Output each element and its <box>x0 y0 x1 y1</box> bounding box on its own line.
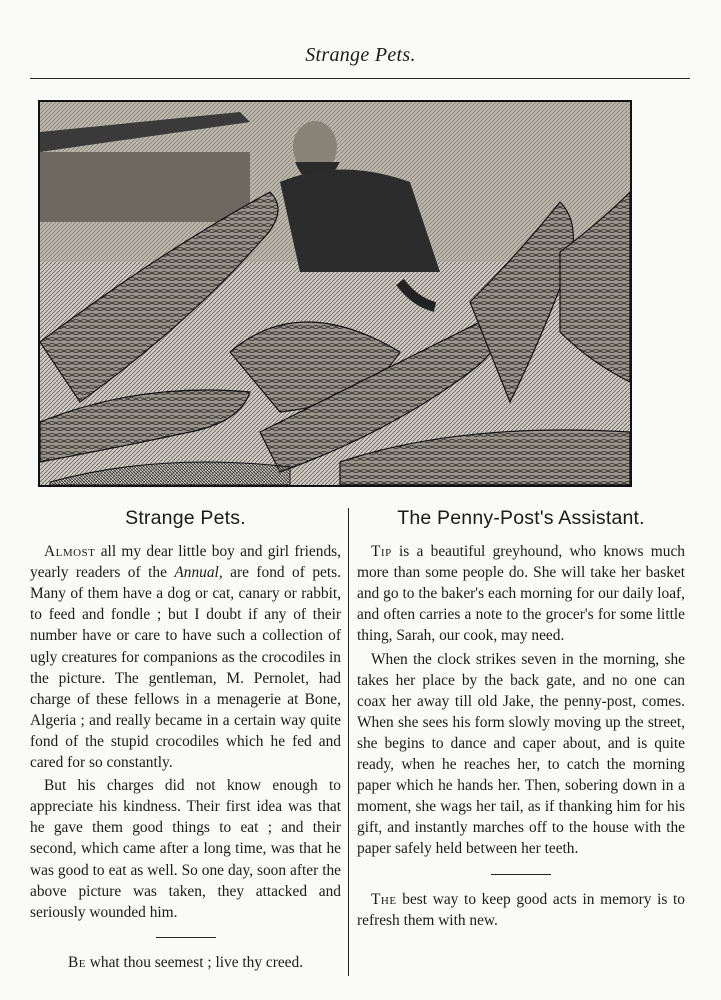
article-paragraph: When the clock strikes seven in the morning, she takes her place by the back gate, and no one can coax her away till old Jake, the penny-post, comes. When she sees his form slowly moving up the street, she begins to dance and caper about, and is quite ready, when he reaches her, to catch the morning paper which he hands her. Then, sobering down in a moment, she wags her tail, as if thanking him for his gift, and instantly marches off to the house with the paper safely held between her teeth. <box>357 650 685 858</box>
article-paragraph <box>30 541 341 773</box>
motto-lead: The <box>371 890 397 908</box>
header-rule <box>30 78 690 79</box>
paragraph-text: is a beautiful greyhound, who knows much more than some people do. She will take her basket and go to the baker's each morning for our daily loaf, and often carries a note to the grocer's for some little thing, Sarah, our cook, may need. <box>357 543 685 645</box>
section-rule <box>491 874 551 875</box>
crocodiles-engraving-icon <box>40 102 630 485</box>
paragraph-text: all my dear little boy and girl friends, yearly readers of the <box>30 543 341 582</box>
italic-title: Annual, <box>174 564 223 582</box>
column-divider <box>348 508 349 976</box>
right-column <box>357 508 685 931</box>
motto-text: what thou seemest ; live thy creed. <box>85 953 304 971</box>
crocodiles-illustration <box>38 100 632 487</box>
section-rule <box>156 937 216 938</box>
left-column <box>30 508 341 973</box>
motto <box>30 952 341 973</box>
motto-text: best way to keep good acts in memory is to refresh them with new. <box>357 890 685 929</box>
article-heading-penny-post: The Penny-Post's Assistant. <box>397 507 645 529</box>
drop-lead: Tip <box>371 543 392 561</box>
running-head: Strange Pets. <box>305 44 416 66</box>
article-heading-strange-pets: Strange Pets. <box>125 507 246 529</box>
motto-lead: Be <box>67 953 86 971</box>
motto <box>357 889 685 931</box>
drop-lead: Almost <box>44 543 96 561</box>
article-paragraph: But his charges did not know enough to appreciate his kindness. Their first idea was that he gave them good things to eat ; and their second, which came after a long time, was that he was good to eat as well. So one day, soon after the above picture was taken, they attacked and seriously wounded him. <box>30 777 341 921</box>
paragraph-text: are fond of pets. Many of them have a dog or cat, canary or rabbit, to feed and fondle ; but I doubt if any of their number have or care to have such a collection of ugly creatures for companions as the crocodiles in the picture. The gentleman, M. Pernolet, had charge of these fellows in a menagerie at Bone, Algeria ; and really became in a certain way quite fond of the stupid crocodiles which he fed and cared for so constantly. <box>30 564 341 772</box>
article-paragraph <box>357 541 685 646</box>
